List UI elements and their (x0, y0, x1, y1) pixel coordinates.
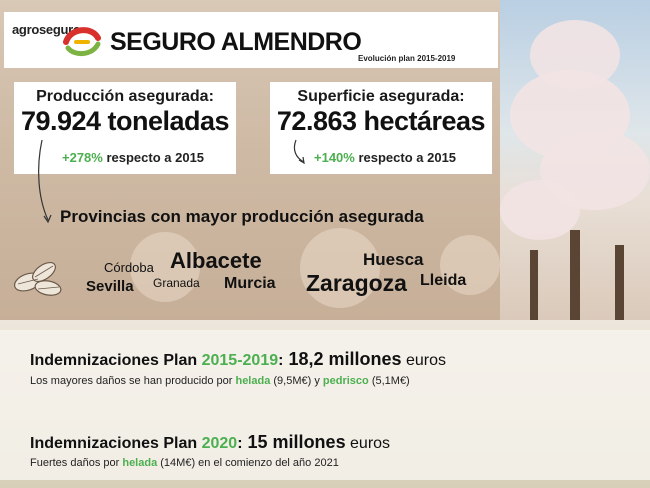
province-lleida: Lleida (420, 272, 467, 289)
indemnities-colon: : (278, 352, 284, 369)
production-value: 79.924 toneladas (20, 106, 230, 136)
indemnities-2020-detail (30, 457, 339, 469)
indemnities-prefix: Indemnizaciones Plan (30, 435, 202, 452)
indemnities-2020-heading (30, 432, 390, 453)
detail-text: (5,1M€) (368, 375, 410, 387)
production-change-pct: +278% (62, 150, 103, 165)
detail-text: (9,5M€) y (270, 375, 323, 387)
indemnities-colon: : (237, 435, 243, 452)
surface-change-pct: +140% (314, 150, 355, 165)
logo-text: agroseguro (12, 22, 81, 37)
detail-text: (14M€) en el comienzo del año 2021 (157, 457, 339, 469)
agroseguro-logo-icon (62, 24, 102, 58)
indemnities-prefix: Indemnizaciones Plan (30, 352, 202, 369)
curved-arrow-icon (34, 138, 56, 228)
page-title: SEGURO ALMENDRO (110, 28, 362, 56)
province-huesca: Huesca (363, 250, 424, 269)
detail-highlight-pedrisco: pedrisco (322, 375, 369, 387)
province-cordoba: Córdoba (104, 260, 154, 275)
province-albacete: Albacete (170, 248, 262, 273)
indemnities-period: 2020 (201, 435, 238, 452)
indemnities-amount: 15 millones (242, 432, 346, 452)
indemnities-2015-2019-detail (30, 375, 410, 387)
province-zaragoza: Zaragoza (306, 270, 407, 296)
indemnities-unit: euros (345, 435, 391, 452)
surface-label: Superficie asegurada: (297, 88, 465, 105)
province-granada: Granada (153, 276, 200, 290)
production-change-text: respecto a 2015 (106, 150, 205, 165)
surface-value: 72.863 hectáreas (276, 106, 486, 136)
surface-change-text: respecto a 2015 (358, 150, 457, 165)
almond-tree-photo (500, 0, 650, 330)
curved-arrow-icon (290, 138, 310, 168)
province-sevilla: Sevilla (86, 278, 134, 295)
surface-change (314, 150, 456, 165)
page-subtitle: Evolución plan 2015-2019 (358, 54, 456, 63)
detail-highlight-helada: helada (122, 457, 158, 469)
indemnities-amount: 18,2 millones (283, 349, 402, 369)
indemnities-period: 2015-2019 (201, 352, 279, 369)
detail-text: Los mayores daños se han producido por (30, 375, 236, 387)
production-change (62, 150, 204, 165)
indemnities-2015-2019-heading (30, 349, 446, 370)
provinces-title: Provincias con mayor producción asegurada (60, 207, 424, 226)
almonds-icon (10, 252, 68, 300)
production-label: Producción asegurada: (36, 88, 214, 105)
province-murcia: Murcia (224, 275, 276, 292)
detail-highlight-helada: helada (235, 375, 271, 387)
indemnities-unit: euros (401, 352, 446, 369)
detail-text: Fuertes daños por (30, 457, 123, 469)
